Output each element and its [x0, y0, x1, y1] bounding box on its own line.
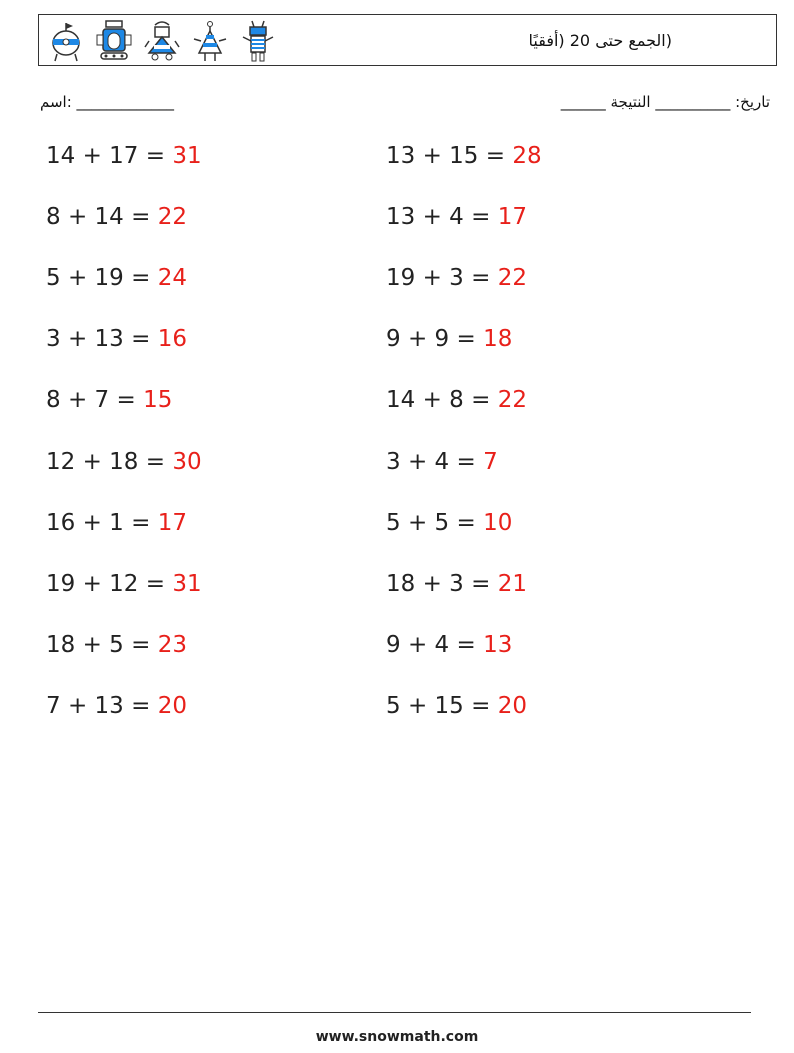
problem-row: [46, 265, 746, 301]
problem-left: [46, 265, 187, 291]
problem-answer: 15: [143, 387, 173, 414]
problem-answer: 17: [157, 509, 187, 536]
problem-question: 18 + 3 =: [386, 570, 498, 597]
problem-question: 8 + 7 =: [46, 387, 144, 414]
problem-question: 18 + 5 =: [46, 631, 158, 658]
problem-row: [46, 571, 746, 607]
problem-question: 8 + 14 =: [46, 204, 158, 231]
problem-answer: 28: [512, 143, 542, 169]
problem-left: [46, 143, 202, 169]
problem-left: [46, 387, 172, 413]
robot-5-icon: [239, 19, 277, 63]
problem-question: 13 + 15 =: [386, 143, 513, 169]
problem-question: 5 + 15 =: [386, 692, 498, 719]
problem-question: 9 + 9 =: [386, 326, 484, 353]
problem-answer: 22: [157, 204, 187, 231]
problem-answer: 30: [172, 448, 202, 475]
problem-right: [386, 693, 527, 719]
problem-answer: 7: [483, 448, 498, 475]
problem-question: 12 + 18 =: [46, 448, 173, 475]
problem-answer: 22: [497, 387, 527, 414]
worksheet-title: (الجمع حتى 20 (أفقيًا: [528, 31, 672, 50]
problem-answer: 31: [172, 143, 202, 169]
problem-right: [386, 632, 512, 658]
problem-row: [46, 449, 746, 485]
problem-answer: 31: [172, 570, 202, 597]
problem-question: 14 + 17 =: [46, 143, 173, 169]
footer-divider: [38, 1012, 751, 1013]
problem-answer: 17: [497, 204, 527, 231]
footer-url: www.snowmath.com: [315, 1029, 479, 1045]
problem-left: [46, 510, 187, 536]
robot-4-icon: [191, 19, 229, 63]
problem-question: 3 + 4 =: [386, 448, 484, 475]
problem-left: [46, 571, 202, 597]
problem-right: [386, 204, 527, 230]
problem-question: 5 + 5 =: [386, 509, 484, 536]
problem-answer: 20: [157, 692, 187, 719]
problem-answer: 18: [483, 326, 513, 353]
problem-row: [46, 326, 746, 362]
problem-row: [46, 632, 746, 668]
date-score-field: تاريخ: __________ النتيجة ______: [560, 93, 770, 111]
problem-left: [46, 449, 202, 475]
problem-row: [46, 693, 746, 729]
header-box: [38, 14, 777, 66]
problem-answer: 23: [157, 631, 187, 658]
problem-right: [386, 265, 527, 291]
problem-question: 9 + 4 =: [386, 631, 484, 658]
problem-answer: 22: [497, 265, 527, 292]
problem-left: [46, 326, 187, 352]
problem-left: [46, 204, 187, 230]
problem-question: 5 + 19 =: [46, 265, 158, 292]
problem-question: 14 + 8 =: [386, 387, 498, 414]
problem-question: 16 + 1 =: [46, 509, 158, 536]
problem-answer: 24: [157, 265, 187, 292]
problem-question: 19 + 3 =: [386, 265, 498, 292]
problem-right: [386, 143, 542, 169]
problem-question: 13 + 4 =: [386, 204, 498, 231]
robot-1-icon: [47, 19, 85, 63]
problem-row: [46, 204, 746, 240]
problem-right: [386, 387, 527, 413]
problem-right: [386, 510, 512, 536]
problem-question: 3 + 13 =: [46, 326, 158, 353]
problem-question: 19 + 12 =: [46, 570, 173, 597]
problem-right: [386, 571, 527, 597]
problem-row: [46, 143, 746, 179]
problem-question: 7 + 13 =: [46, 692, 158, 719]
problem-left: [46, 632, 187, 658]
problem-answer: 20: [497, 692, 527, 719]
problem-answer: 21: [497, 570, 527, 597]
problem-row: [46, 510, 746, 546]
name-field: اسم: _____________: [40, 93, 175, 111]
robot-2-icon: [95, 19, 133, 63]
problem-row: [46, 387, 746, 423]
problem-answer: 10: [483, 509, 513, 536]
robot-3-icon: [143, 19, 181, 63]
problem-right: [386, 449, 498, 475]
problem-left: [46, 693, 187, 719]
problem-answer: 16: [157, 326, 187, 353]
robot-icons: [47, 19, 277, 63]
problem-answer: 13: [483, 631, 513, 658]
problem-right: [386, 326, 512, 352]
